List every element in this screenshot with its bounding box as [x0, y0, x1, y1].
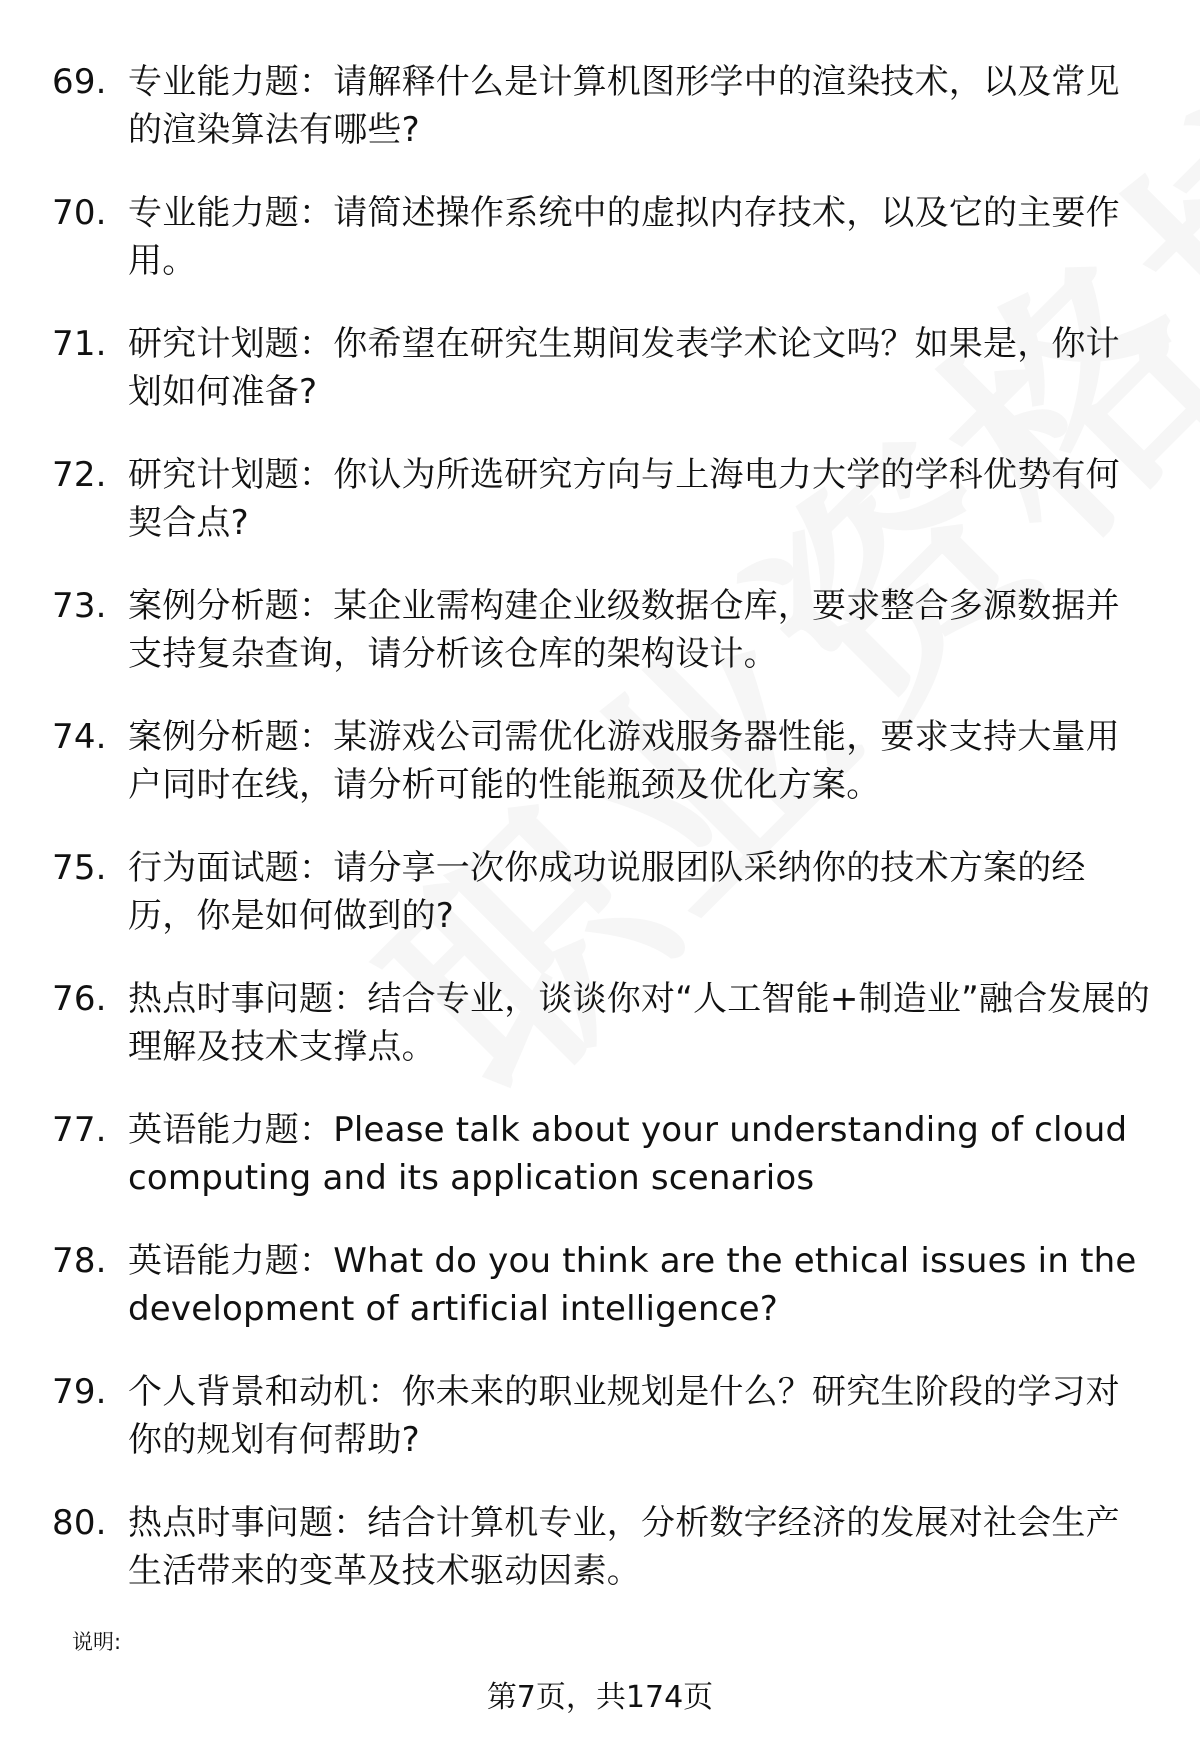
question-text: 英语能力题：Please talk about your understanding of cloud computing and its application scenarios — [128, 1110, 1128, 1198]
question-item — [52, 1368, 1152, 1464]
question-item — [52, 58, 1152, 154]
question-item — [52, 975, 1152, 1071]
question-item — [52, 582, 1152, 678]
question-text: 案例分析题：某企业需构建企业级数据仓库，要求整合多源数据并支持复杂查询，请分析该仓库的架构设计。 — [128, 586, 1120, 674]
question-number: 79. — [52, 1372, 107, 1412]
question-item — [52, 320, 1152, 416]
question-text: 个人背景和动机：你未来的职业规划是什么？研究生阶段的学习对你的规划有何帮助? — [128, 1372, 1120, 1460]
page-indicator: 第7页，共174页 — [486, 1680, 714, 1715]
question-item — [52, 451, 1152, 547]
question-number: 78. — [52, 1241, 107, 1281]
question-number: 70. — [52, 193, 107, 233]
note-label: 说明: — [72, 1630, 122, 1654]
question-number: 76. — [52, 979, 107, 1019]
question-text: 热点时事问题：结合专业，谈谈你对“人工智能+制造业”融合发展的理解及技术支撑点。 — [128, 979, 1150, 1067]
question-number: 75. — [52, 848, 107, 888]
question-text: 案例分析题：某游戏公司需优化游戏服务器性能，要求支持大量用户同时在线，请分析可能的性能瓶颈及优化方案。 — [128, 717, 1120, 805]
question-item — [52, 844, 1152, 940]
question-list — [52, 58, 1152, 1630]
question-number: 71. — [52, 324, 107, 364]
question-item — [52, 1106, 1152, 1202]
question-item — [52, 1237, 1152, 1333]
question-text: 专业能力题：请解释什么是计算机图形学中的渲染技术，以及常见的渲染算法有哪些? — [128, 62, 1120, 150]
question-number: 77. — [52, 1110, 107, 1150]
question-text: 研究计划题：你认为所选研究方向与上海电力大学的学科优势有何契合点? — [128, 455, 1120, 543]
question-item — [52, 1499, 1152, 1595]
question-text: 热点时事问题：结合计算机专业，分析数字经济的发展对社会生产生活带来的变革及技术驱动因素。 — [128, 1503, 1120, 1591]
question-text: 专业能力题：请简述操作系统中的虚拟内存技术，以及它的主要作用。 — [128, 193, 1120, 281]
question-number: 74. — [52, 717, 107, 757]
question-number: 69. — [52, 62, 107, 102]
question-item — [52, 713, 1152, 809]
question-text: 行为面试题：请分享一次你成功说服团队采纳你的技术方案的经历，你是如何做到的? — [128, 848, 1086, 936]
question-number: 73. — [52, 586, 107, 626]
question-number: 80. — [52, 1503, 107, 1543]
question-text: 英语能力题：What do you think are the ethical issues in the development of artificial intelligence? — [128, 1241, 1137, 1329]
question-item — [52, 189, 1152, 285]
question-number: 72. — [52, 455, 107, 495]
question-text: 研究计划题：你希望在研究生期间发表学术论文吗？如果是，你计划如何准备? — [128, 324, 1120, 412]
